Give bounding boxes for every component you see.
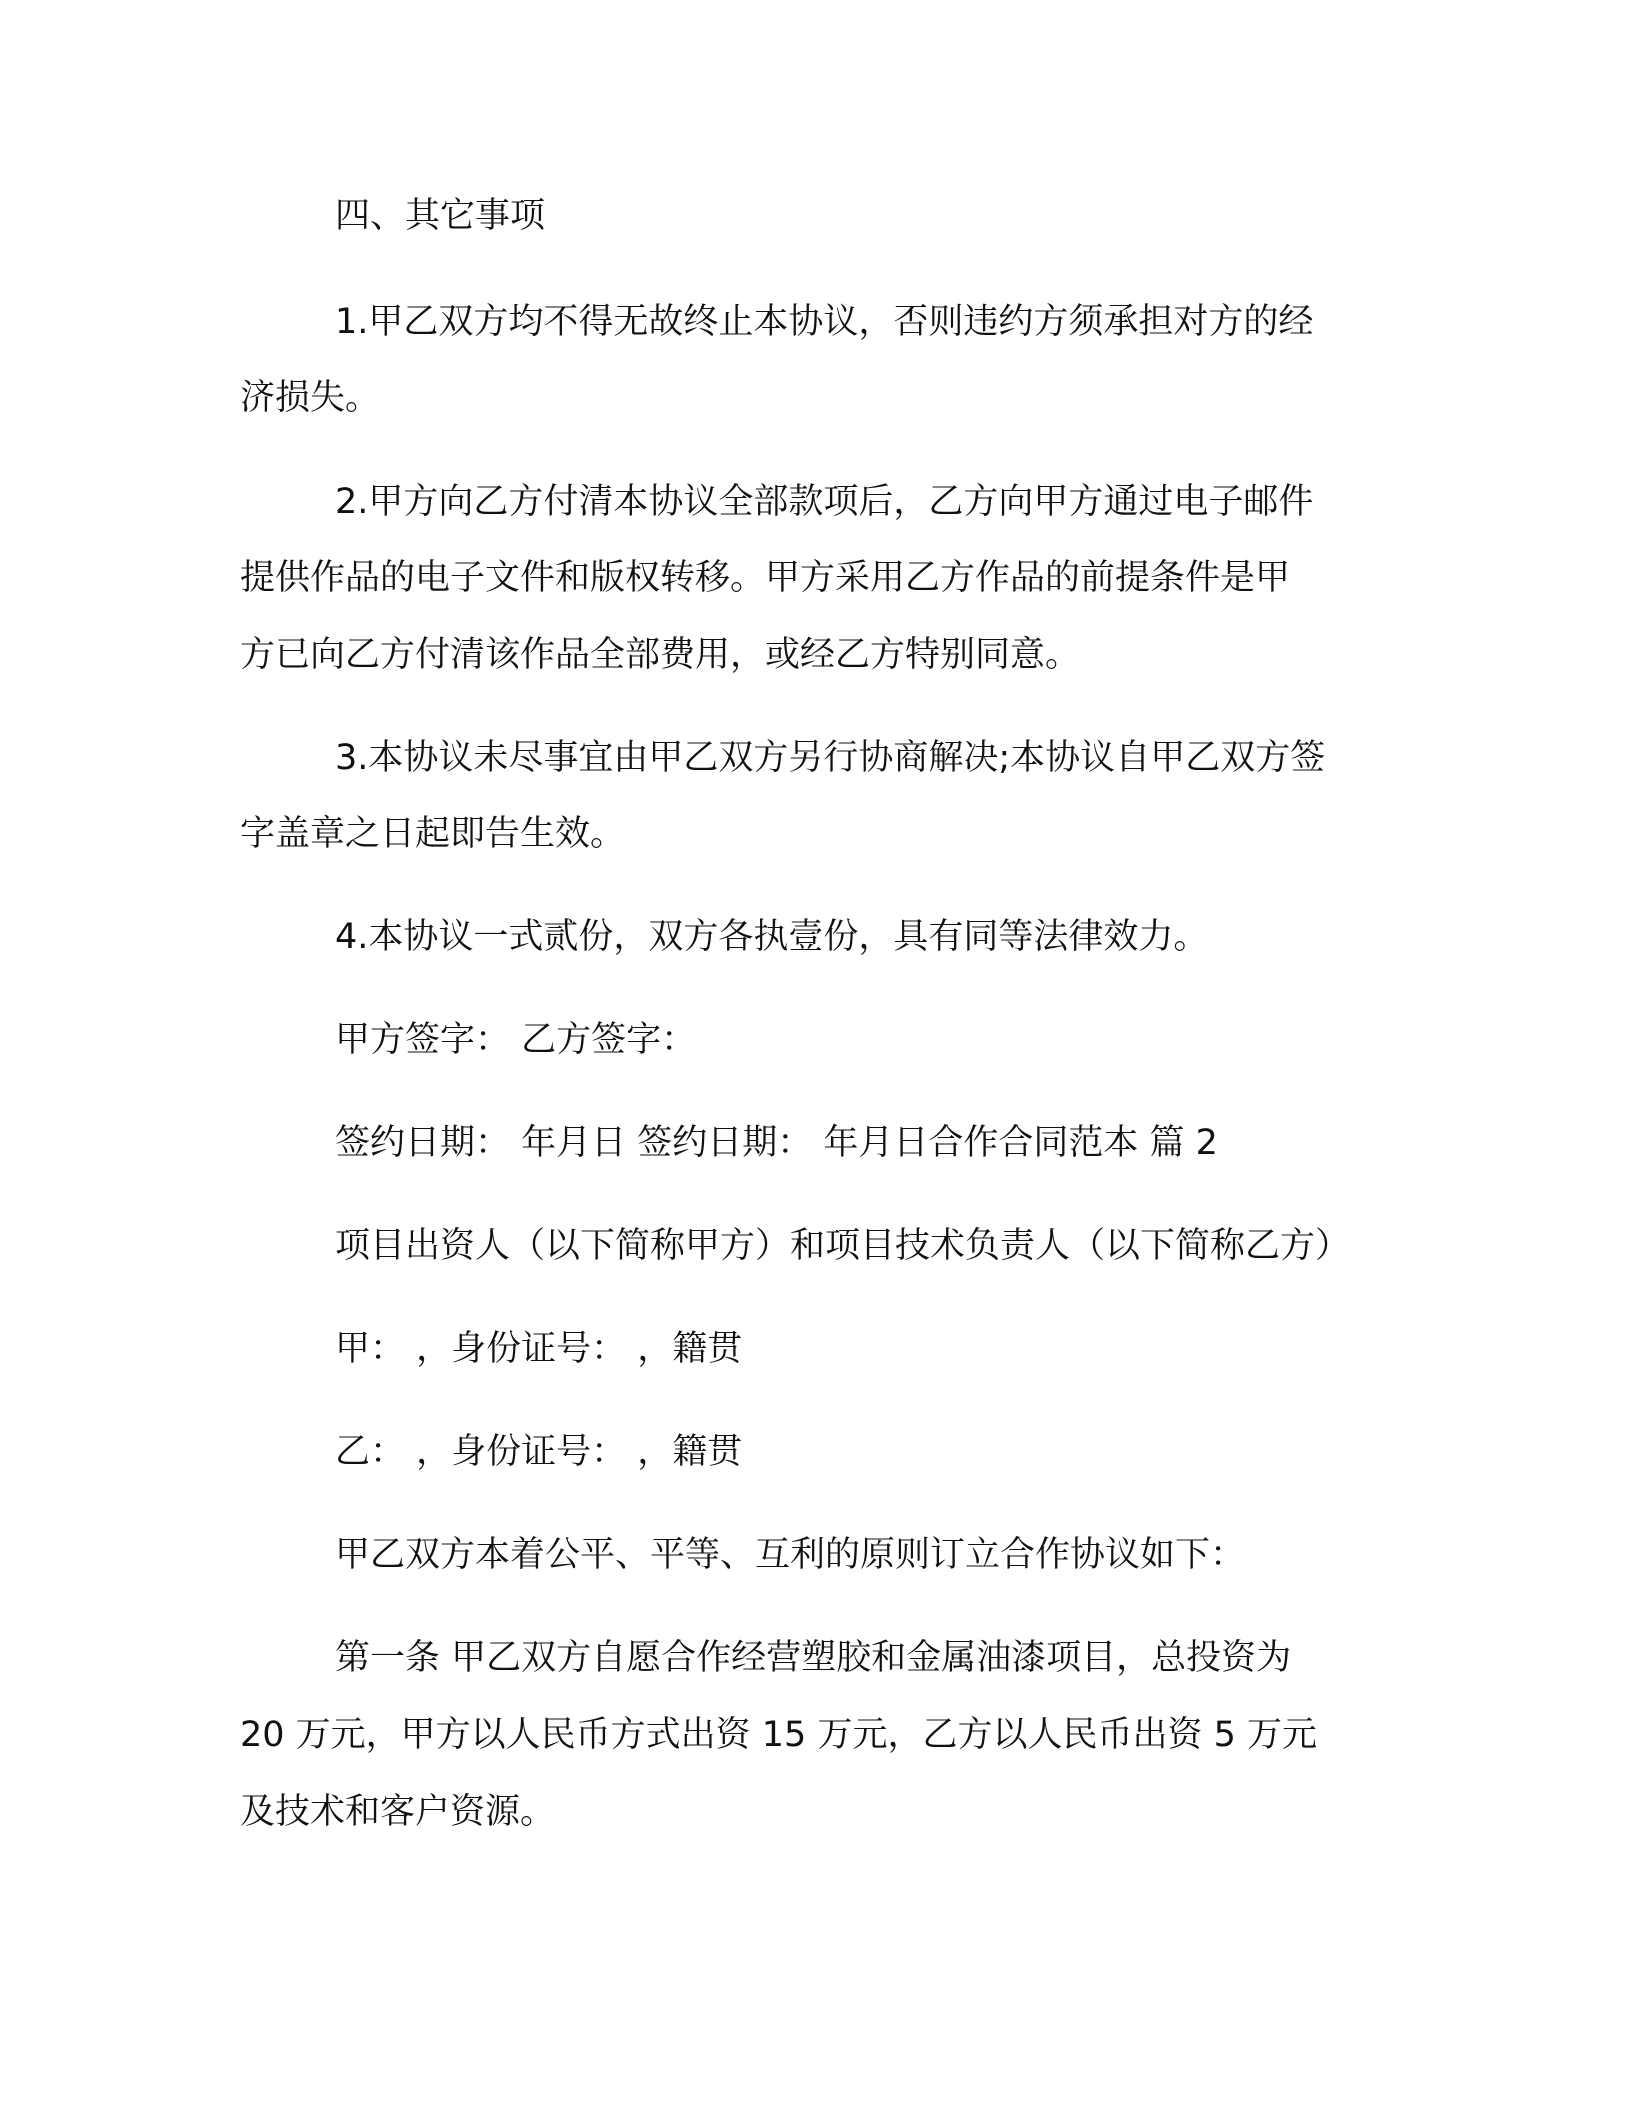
item-3-line-2: 字盖章之日起即告生效。 [240, 814, 626, 854]
article-1-line-3: 及技术和客户资源。 [240, 1792, 556, 1832]
item-2-line-3: 方已向乙方付清该作品全部费用，或经乙方特别同意。 [240, 635, 1081, 675]
article-1-line-1: 第一条 甲乙双方自愿合作经营塑胶和金属油漆项目，总投资为 [335, 1638, 1292, 1678]
party-a-line: 甲： ，身份证号： ，籍贯 [335, 1329, 743, 1369]
signature-line: 甲方签字： 乙方签字： [335, 1020, 697, 1060]
party-b-line: 乙： ，身份证号： ，籍贯 [335, 1432, 743, 1472]
item-1-line-2: 济损失。 [240, 378, 381, 418]
item-2-line-2: 提供作品的电子文件和版权转移。甲方采用乙方作品的前提条件是甲 [240, 558, 1291, 598]
principle-statement: 甲乙双方本着公平、平等、互利的原则订立合作协议如下： [335, 1535, 1246, 1575]
section-heading: 四、其它事项 [335, 196, 546, 236]
article-1-line-2: 20 万元，甲方以人民币方式出资 15 万元，乙方以人民币出资 5 万元 [240, 1715, 1317, 1755]
item-3-line-1: 3.本协议未尽事宜由甲乙双方另行协商解决;本协议自甲乙双方签 [335, 738, 1326, 778]
signing-date-line: 签约日期： 年月日 签约日期： 年月日合作合同范本 篇 2 [335, 1123, 1218, 1163]
item-4: 4.本协议一式贰份，双方各执壹份，具有同等法律效力。 [335, 917, 1209, 957]
parties-intro: 项目出资人（以下简称甲方）和项目技术负责人（以下简称乙方） [335, 1226, 1351, 1266]
item-2-line-1: 2.甲方向乙方付清本协议全部款项后，乙方向甲方通过电子邮件 [335, 482, 1314, 522]
item-1-line-1: 1.甲乙双方均不得无故终止本协议，否则违约方须承担对方的经 [335, 302, 1314, 342]
